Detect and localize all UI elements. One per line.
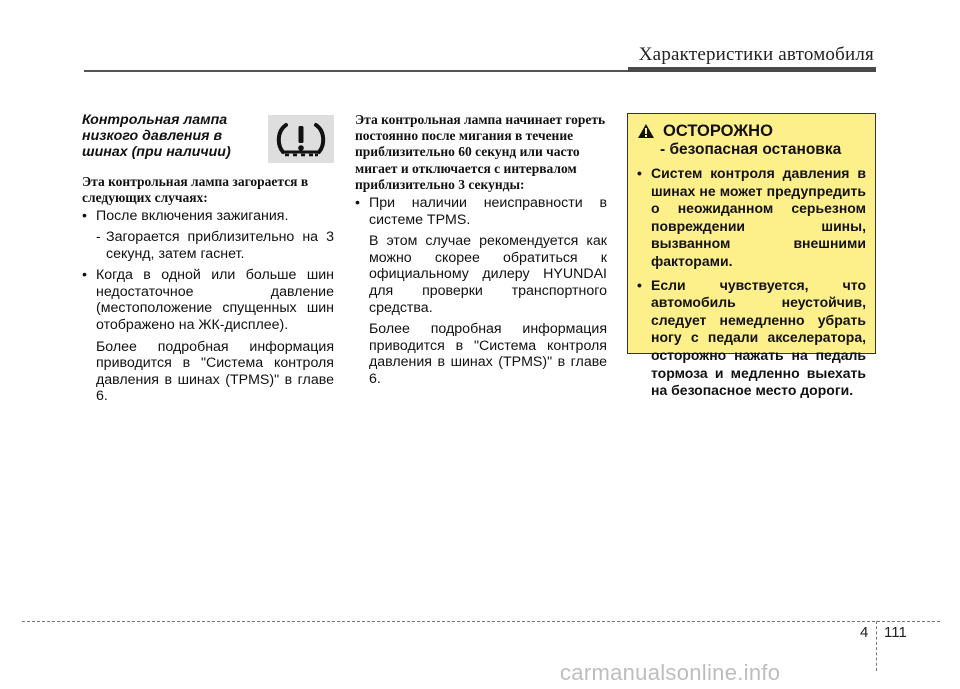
bullet-mark: • bbox=[82, 208, 87, 225]
bullet-mark: • bbox=[637, 276, 642, 293]
header-rule-accent bbox=[628, 67, 876, 72]
warning-subtitle: - безопасная остановка bbox=[660, 141, 842, 158]
list-subitem bbox=[82, 229, 334, 262]
footer-divider bbox=[876, 621, 877, 671]
list-item bbox=[82, 267, 334, 333]
list-item-more-text: Более подробная информация приводится в "Система контроля давления в шинах (TPMS)" в главе 6. bbox=[96, 338, 334, 405]
warning-box bbox=[627, 113, 876, 399]
tire-pressure-warning-icon bbox=[268, 115, 334, 163]
warning-header bbox=[637, 122, 866, 140]
watermark: carmanualsonline.info bbox=[560, 660, 781, 685]
warning-list-item bbox=[637, 277, 866, 400]
warning-triangle-icon bbox=[637, 123, 655, 139]
list-subitem-text: Загорается приблизительно на 3 секунд, затем гаснет. bbox=[106, 229, 334, 262]
list-item bbox=[355, 195, 607, 228]
list-item bbox=[82, 208, 334, 225]
middle-column bbox=[355, 112, 607, 388]
list-item-text: При наличии неисправности в системе TPMS. bbox=[369, 195, 607, 228]
warning-list-item-text: Если чувствуется, что автомобиль неустойчив, следует немедленно убрать ногу с педали акселератора, осторожно нажать на педаль тормоза и медленно выехать на безопасное место дороги. bbox=[651, 276, 866, 399]
left-column bbox=[82, 112, 334, 405]
list-item-text: После включения зажигания. bbox=[96, 208, 289, 225]
lamp-intro-text: Эта контрольная лампа загорается в следующих случаях: bbox=[82, 174, 309, 206]
list-item-more-text: В этом случае рекомендуется как можно скорее обратиться к официальному дилеру HYUNDAI для проверки транспортного средства. bbox=[369, 233, 607, 316]
list-item-text: Когда в одной или больше шин недостаточное давление (местоположение спущенных шин отображено на ЖК-дисплее). bbox=[96, 267, 334, 333]
lamp-blink-intro-text: Эта контрольная лампа начинает гореть постоянно после мигания в течение приблизительно 60 секунд или часто мигает и отключается с интервалом приблизительно 3 секунды: bbox=[355, 112, 606, 192]
bullet-mark: • bbox=[355, 195, 360, 212]
bullet-mark: • bbox=[82, 267, 87, 284]
warning-list-item bbox=[637, 165, 866, 271]
warning-list-item-text: Систем контроля давления в шинах не может предупредить о неожиданном серьезном повреждении шины, вызванном внешними факторами. bbox=[651, 165, 866, 269]
page-number: 111 bbox=[884, 624, 907, 641]
warning-title: ОСТОРОЖНО bbox=[663, 122, 773, 140]
page-header-title: Характеристики автомобиля bbox=[638, 44, 874, 65]
lamp-title: Контрольная лампа низкого давления в шинах (при наличии) bbox=[82, 112, 231, 160]
chapter-number: 4 bbox=[860, 624, 869, 641]
list-item-more-text: Более подробная информация приводится в "Система контроля давления в шинах (TPMS)" в главе 6. bbox=[369, 321, 607, 387]
bullet-mark: • bbox=[637, 165, 642, 181]
dash-mark: - bbox=[96, 229, 101, 245]
footer-rule bbox=[22, 621, 940, 622]
